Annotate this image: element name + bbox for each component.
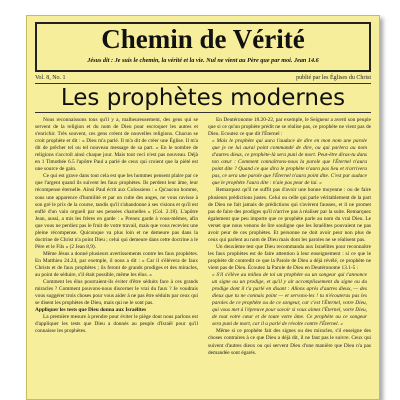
article-paragraph: Ce qui est grave dans tout cela est que les hommes pensent plaire par ce que l'argent quand ils suivent les faux prophètes. Ils perdent leur âme, leur récompense éternelle. Ainsi Paul écrit aux Colossiens : « Qu'aucun homme, sous une apparence d'humilité et par un culte des anges, ne vous ravisse à son gré le prix de la course, tandis qu'il s'abandonne à ses visions et qu'il est enflé d'un vain orgueil par ses pensées charnelles » (Col. 2.18). L'apôtre Jean, aussi, a mis les frères en garde : « Prenez garde à vous-mêmes, afin que vous ne perdiez pas le fruit de votre travail, mais que vous receviez une pleine récompense. Quiconque va plus loin et ne demeure pas dans la doctrine de Christ n'a point Dieu ; celui qui demeure dans cette doctrine a le Père et le Fils » (2 Jean 8,9).	[35, 173, 198, 250]
article-paragraph: En Deutéronome 18.20-22, par exemple, le Seigneur a averti son peuple que si ce qu'un prophète prédit ne se réalise pas, ce prophète ne vient pas de Dieu. Ecoutez ce que dit l'Éternel :	[208, 117, 371, 138]
volume-number: Vol. 8, No. 1	[35, 75, 66, 81]
article-paragraph: Comment les élus pourraient-ils éviter d'être séduits face à ces grands miracles ? Comment pouvons-nous discerner le vrai du faux ? Je voudrais vous suggérer trois choses pour vous aider à ne pas être séduits par ceux qui se disent les prophètes de Dieu, mais qui ne le sont pas.	[35, 279, 198, 307]
right-column	[208, 117, 371, 399]
newsletter-title: Chemin de Vérité	[101, 24, 305, 54]
newsletter-tagline: Jésus dit : Je suis le chemin, la vérité et la vie. Nul ne vient au Père que par moi. Jean 14.6	[87, 57, 319, 64]
article-paragraph: Même si ce prophète fait des signes ou des miracles, s'il enseigne des choses contraires à ce que Dieu a déjà dit, il ne faut pas le suivre. Ceux qui suivent d'autres dieux ou qui servent Dieu d'une manière que Dieu n'a pas demandée sont égarés.	[208, 328, 371, 356]
article-headline: Les prophètes modernes	[35, 86, 371, 113]
publisher-line: publié par les Églises du Christ	[296, 75, 371, 81]
masthead	[35, 22, 371, 72]
section-heading: Appliquer les tests que Dieu donna aux Israélites	[35, 307, 147, 314]
article-paragraph: La première mesure à prendre pour éviter le piège dont nous parlons est d'appliquer les tests que Dieu a donnés au peuple d'Israël pour qu'il connaisse les prophètes.	[35, 314, 198, 335]
article-paragraph: Même Jésus a donné plusieurs avertissements contre les faux prophètes. En Matthieu 24.24, par exemple, il nous a dit : « Car il s'élèvera de faux Christs et de faux prophètes ; ils feront de grands prodiges et des miracles, au point de séduire, s'il était possible, même les élus. »	[35, 250, 198, 279]
article-paragraph: Nous reconnaissons tous qu'il y a, malheureusement, des gens qui se servent de la religion et du nom de Dieu pour escroquer les autres et s'enrichir. Très souvent, ces gens créent de nouvelles religions. Chacun se croit prophète et dit : « Dieu m'a parlé. Il m'a dit de créer une Église. Il m'a dit de prêcher tel ou tel nouveau message de sa part. » En le nombre de religions s'accroît ainsi chaque jour. Mais tout ceci n'est pas nouveau. Déjà en 1 Timothée 6.5 l'apôtre Paul a parlé de ceux qui croient que la piété est une source de gain.	[35, 117, 198, 173]
scripture-quote: « S'il s'élève au milieu de toi un prophète ou un songeur qui t'annonce un signe ou un prodige, et qu'il y ait accomplissement du signe ou du prodige dont il t'a parlé en disant : Allons après d'autres dieux, — des dieux que tu ne connais point — et servons-les ! tu n'écouteras pas les paroles de ce prophète ou de ce songeur, car c'est l'Éternel, votre Dieu, qui vous met à l'épreuve pour savoir si vous aimez l'Éternel, votre Dieu, de tout votre cœur et de toute votre âme. Ce prophète ou ce songeur sera puni de mort, car il a parlé de révolte contre l'Éternel. »	[212, 272, 367, 328]
newsletter-page	[26, 15, 380, 400]
scripture-quote: « Mais le prophète qui aura l'audace de dire en mon nom une parole que je ne lui aurai point commandé de dire, ou qui parlera au nom d'autres dieux, ce prophète-là sera puni de mort. Peut-être diras-tu dans ton cœur : Comment connaîtrons-nous la parole que l'Éternel n'aura point dite ? Quand ce que dira le prophète n'aura pas lieu et n'arrivera pas, ce sera une parole que l'Éternel n'aura point dite. C'est par audace que le prophète l'aura dite : n'aie pas peur de lui. »	[212, 138, 367, 187]
article-paragraph: Un deuxième test que Dieu recommanda aux Israélites pour reconnaître les faux prophètes est de faire attention à leur enseignement : si ce que le prophète dit contredit ce que la Parole de Dieu a déjà révélé, ce prophète ne vient pas de Dieu. Écoutez la Parole de Dieu en Deutéronome 13.1-5 :	[208, 243, 371, 271]
article-paragraph: Remarquez qu'il ne suffit pas d'avoir une bonne moyenne : ou de faire plusieurs prédictions justes. Celui ou celle qui parle véritablement de la part de Dieu ne fait jamais de prédictions qui s'avèrent fausses, et il ne promet pas de faire des prodiges qu'il n'arrive pas à réaliser par la suite. Remarquez également que peu importe que ce prophète parle au nom du vrai Dieu. Le verset que nous venons de lire souligne que les Israélites pouvaient ne pas avoir peur de ces prophètes. Et personne ne doit avoir peur non plus de ceux qui parlent au nom de Dieu mais dont les paroles ne se réalisent pas.	[208, 187, 371, 243]
info-bar	[35, 75, 371, 84]
left-column	[35, 117, 198, 399]
